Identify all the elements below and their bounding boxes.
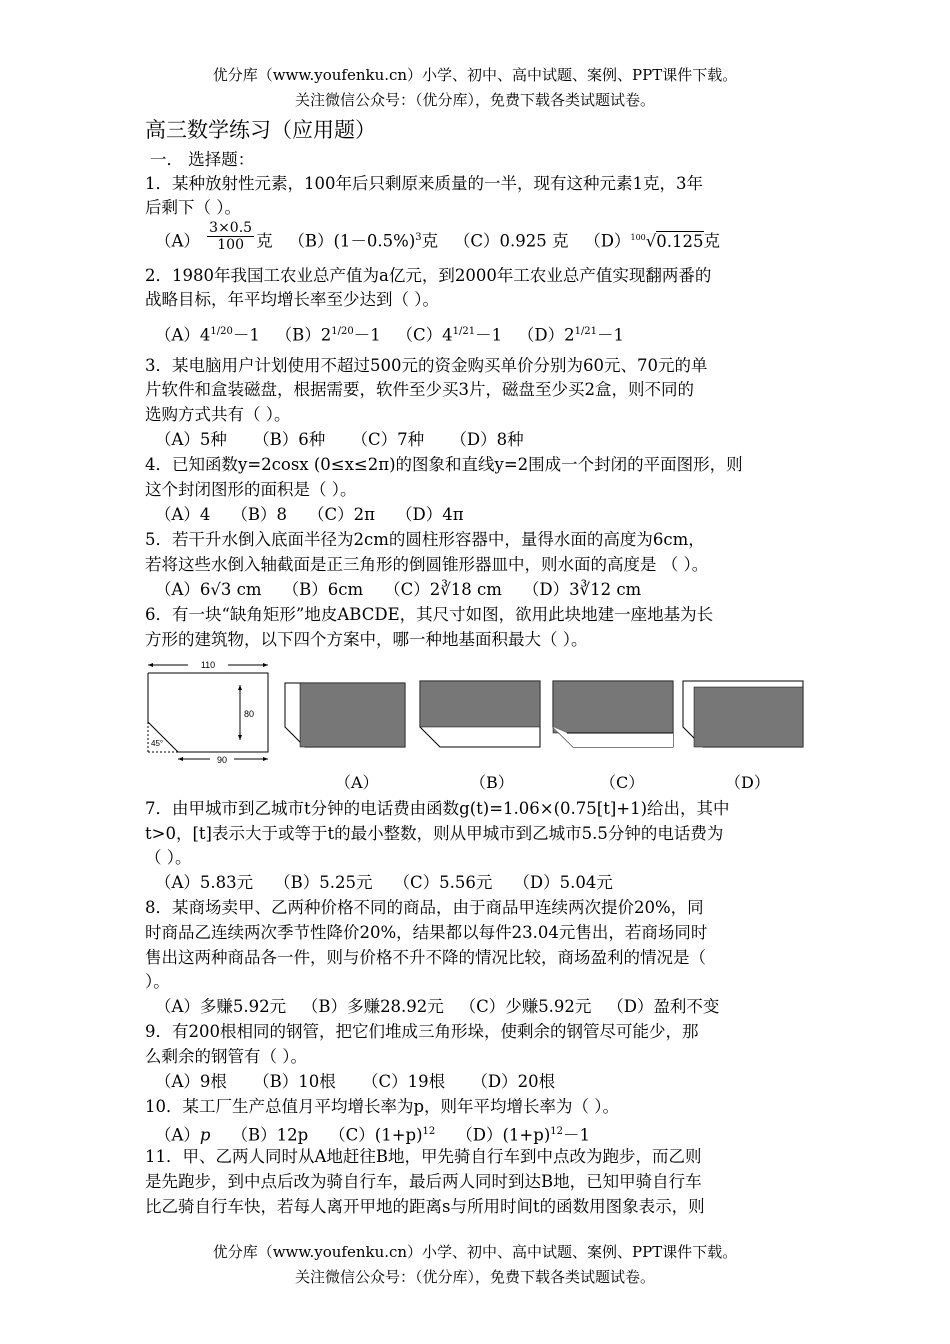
q6-option-b-figure	[420, 681, 540, 747]
q6-angle: 45°	[151, 739, 164, 748]
q3-line-2: 片软件和盒装磁盘，根据需要，软件至少买3片，磁盘至少买2盒，则不同的	[145, 380, 694, 399]
q9-line-2: 么剩余的钢管有（ ）。	[145, 1047, 307, 1066]
q6-dim-right: 80	[244, 709, 255, 719]
q6-line-2: 方形的建筑物，以下四个方案中，哪一种地基面积最大（ ）。	[145, 630, 588, 649]
q6-dimension-figure	[148, 658, 268, 765]
q2-line-2: 战略目标，年平均增长率至少达到（ ）。	[145, 290, 439, 309]
footer-line-1: 优分库（www.youfenku.cn）小学、初中、高中试题、案例、PPT课件下载。	[212, 1243, 738, 1261]
q10-options: （A）p （B）12p $(C)(1+p)^{12}$ $(D)(1+p)^{12}-1$	[155, 1125, 590, 1145]
q11-line-2: 是先跑步，到中点后改为骑自行车，最后两人同时到达B地，已知甲骑自行车	[145, 1172, 702, 1191]
q7-options: （A）5.83元 （B）5.25元 （C）5.56元 （D）5.04元	[155, 873, 613, 892]
q1-line-2: 后剩下（ ）。	[145, 198, 241, 217]
q5-line-2: 若将这些水倒入轴截面是正三角形的倒圆锥形器皿中，则水面的高度是 （ ）。	[145, 555, 709, 574]
q1-line-1: 1．某种放射性元素，100年后只剩原来质量的一半，现有这种元素1克，3年	[145, 174, 703, 193]
q3-line-1: 3．某电脑用户计划使用不超过500元的资金购买单价分别为60元、70元的单	[145, 356, 708, 375]
q7-line-2: t>0，[t]表示大于或等于t的最小整数，则从甲城市到乙城市5.5分钟的电话费为	[145, 824, 724, 843]
q6-option-d-figure	[683, 681, 803, 747]
q6-dim-bottom: 90	[216, 755, 228, 765]
q2-options: $(A)4^{1/20}-1$ $(B)2^{1/20}-1$ $(C)4^{1/21}-1$ $(D)2^{1/21}-1$	[155, 325, 625, 345]
header-line-1: 优分库（www.youfenku.cn）小学、初中、高中试题、案例、PPT课件下载。	[212, 66, 738, 84]
q8-line-2: 时商品乙连续两次季节性降价20%，结果都以每件23.04元售出，若商场同时	[145, 923, 708, 942]
q4-line-1: 4．已知函数y=2cosx (0≤x≤2π)的图象和直线y=2围成一个封闭的平面图形，则	[145, 455, 743, 474]
q4-line-2: 这个封闭图形的面积是（ ）。	[145, 480, 357, 499]
page-title: 高三数学练习（应用题）	[145, 118, 376, 142]
footer-line-2: 关注微信公众号：（优分库），免费下载各类试题试卷。	[294, 1268, 655, 1286]
q10-line-1: 10．某工厂生产总值月平均增长率为p，则年平均增长率为（ ）。	[145, 1097, 620, 1116]
q6-option-a-figure	[285, 683, 405, 747]
section-heading: 一． 选择题：	[150, 150, 255, 169]
q6-label-c: （C）	[600, 773, 645, 792]
q6-label-b: （B）	[470, 773, 514, 792]
q8-line-4: ）。	[145, 972, 170, 991]
q6-dim-top: 110	[200, 660, 216, 670]
q11-line-1: 11．甲、乙两人同时从A地赶往B地，甲先骑自行车到中点改为跑步，而乙则	[145, 1147, 702, 1166]
q6-label-d: （D）	[725, 773, 770, 792]
q1-fraction: $\frac{3\times 0.5}{100}$	[209, 219, 253, 253]
q7-line-1: 7．由甲城市到乙城市t分钟的电话费由函数g(t)=1.06×(0.75[t]+1)给出，其中	[145, 799, 730, 818]
q3-line-3: 选购方式共有（ ）。	[145, 405, 291, 424]
q6-label-a: （A）	[335, 773, 379, 792]
q2-line-1: 2．1980年我国工农业总产值为a亿元，到2000年工农业总产值实现翻两番的	[145, 266, 712, 285]
q9-options: （A）9根 （B）10根 （C）19根 （D）20根	[155, 1072, 556, 1091]
q6-line-1: 6．有一块“缺角矩形”地皮ABCDE，其尺寸如图，欲用此块地建一座地基为长	[145, 605, 714, 624]
q6-option-c-figure	[553, 681, 673, 747]
q7-line-3: （ ）。	[145, 848, 192, 867]
q3-options: （A）5种 （B）6种 （C）7种 （D）8种	[155, 430, 524, 449]
q9-line-1: 9．有200根相同的钢管，把它们堆成三角形垛，使剩余的钢管尽可能少，那	[145, 1022, 699, 1041]
q4-options: （A）4 （B）8 （C）2π （D）4π	[155, 505, 464, 524]
q5-line-1: 5．若干升水倒入底面半径为2cm的圆柱形容器中，量得水面的高度为6cm，	[145, 530, 705, 549]
q5-options: （A）6√3 cm （B）6cm （C）2∛18 cm （D）3∛12 cm	[155, 580, 642, 599]
q8-options: （A）多赚5.92元 （B）多赚28.92元 （C）少赚5.92元 （D）盈利不变	[155, 997, 720, 1016]
q8-line-1: 8．某商场卖甲、乙两种价格不同的商品，由于商品甲连续两次提价20%，同	[145, 898, 704, 917]
q11-line-3: 比乙骑自行车快，若每人离开甲地的距离s与所用时间t的函数用图象表示，则	[145, 1197, 705, 1216]
q8-line-3: 售出这两种商品各一件，则与价格不升不降的情况比较，商场盈利的情况是（	[145, 948, 706, 967]
q1-options: （A） $\frac{3\times 0.5}{100}$ 克 $(B)(1-0.5\%)^3$克 （C）0.925 克 $(D)^{100}√0.125$克	[155, 219, 721, 253]
header-line-2: 关注微信公众号：（优分库），免费下载各类试题试卷。	[294, 91, 655, 109]
q6-figure	[140, 655, 820, 765]
